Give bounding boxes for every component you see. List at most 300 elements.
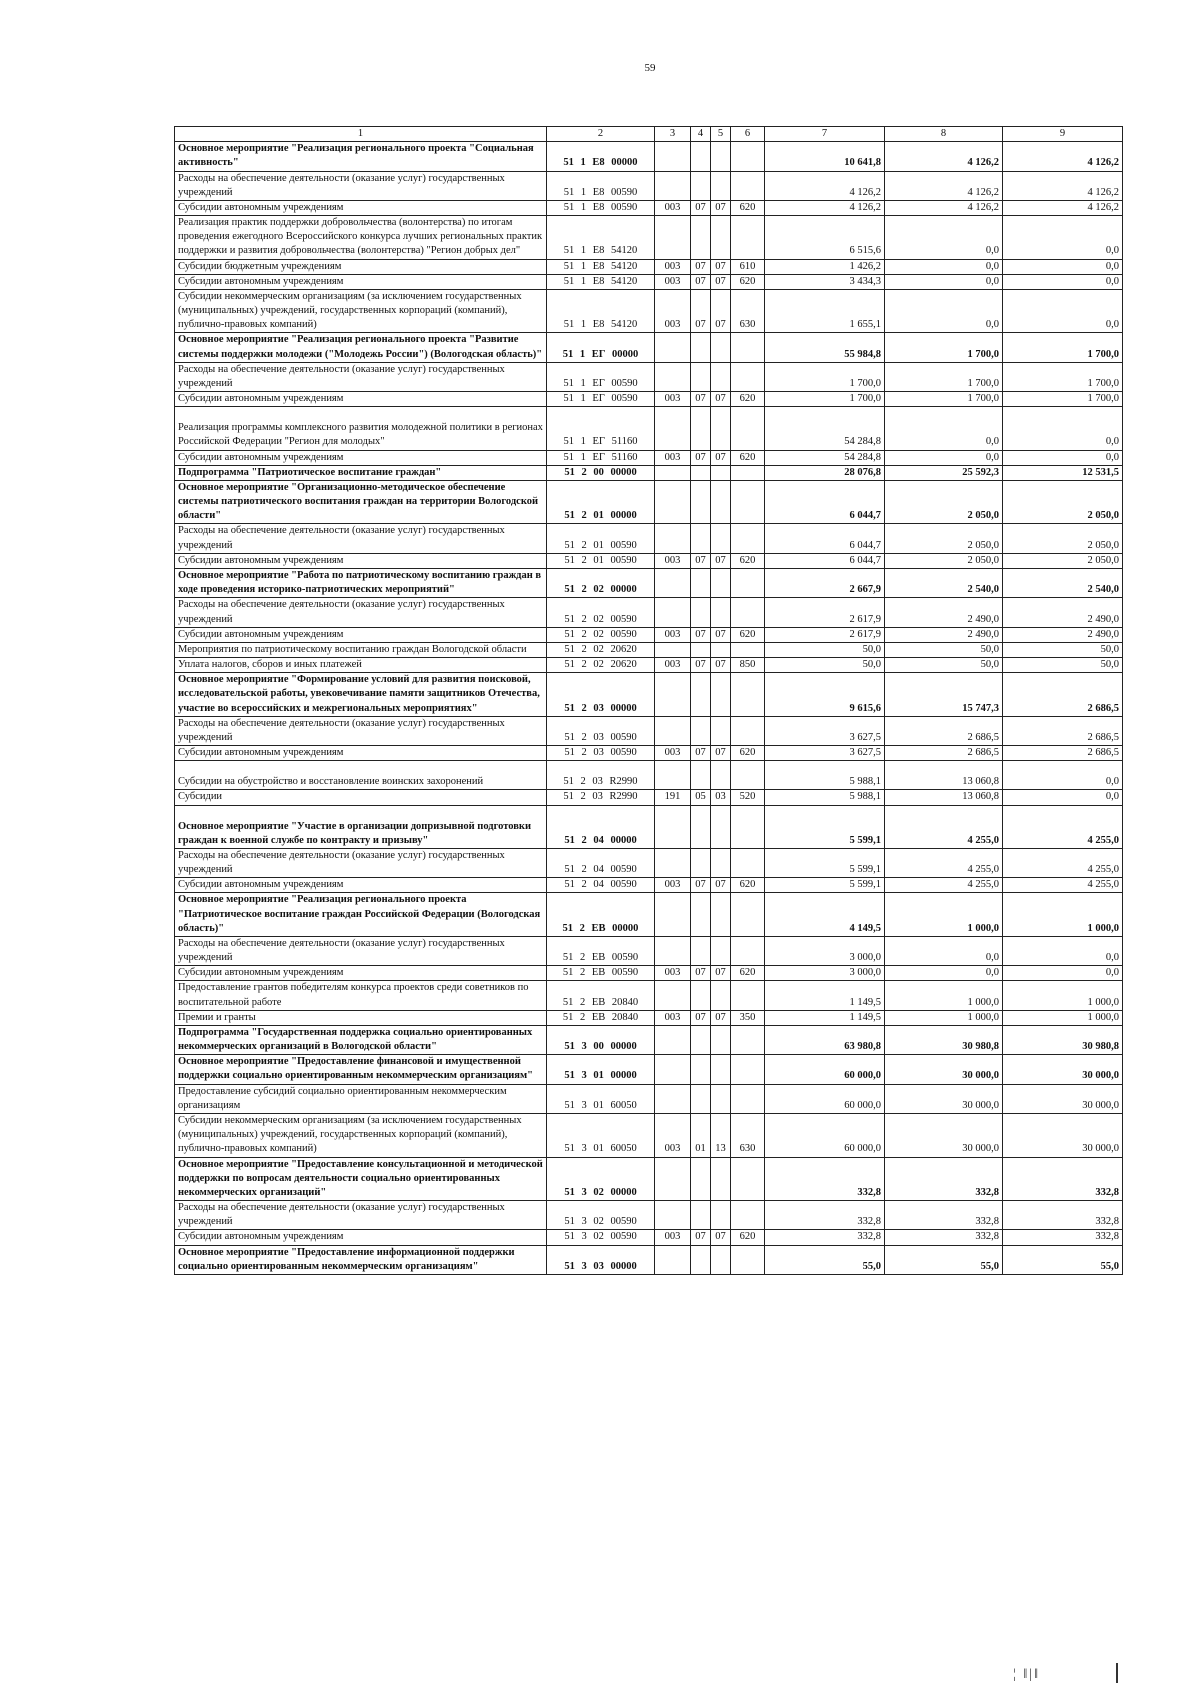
table-row xyxy=(175,553,1123,568)
subsection-code xyxy=(711,465,731,480)
ministry-code: 003 xyxy=(655,289,691,333)
expense-type-code xyxy=(731,936,765,965)
subsection-code: 07 xyxy=(711,553,731,568)
budget-code: 51 2 ЕВ 00590 xyxy=(547,936,655,965)
amount-col8: 55,0 xyxy=(885,1245,1003,1274)
row-name: Мероприятия по патриотическому воспитанию граждан Вологодской области xyxy=(175,642,547,657)
ministry-code: 003 xyxy=(655,1230,691,1245)
ministry-code xyxy=(655,1084,691,1113)
amount-col8: 4 255,0 xyxy=(885,848,1003,877)
table-row xyxy=(175,259,1123,274)
scan-artifact: ¦ ‖|‖ xyxy=(1013,1667,1040,1682)
budget-code: 51 2 03 00000 xyxy=(547,673,655,717)
amount-col8: 332,8 xyxy=(885,1157,1003,1201)
amount-col8: 30 000,0 xyxy=(885,1055,1003,1084)
ministry-code xyxy=(655,642,691,657)
amount-col7: 55 984,8 xyxy=(765,333,885,362)
expense-type-code xyxy=(731,171,765,200)
amount-col8: 2 490,0 xyxy=(885,627,1003,642)
section-code xyxy=(691,333,711,362)
subsection-code xyxy=(711,362,731,391)
budget-code: 51 3 02 00000 xyxy=(547,1157,655,1201)
ministry-code xyxy=(655,716,691,745)
amount-col7: 332,8 xyxy=(765,1230,885,1245)
section-code xyxy=(691,524,711,553)
column-header: 2 xyxy=(547,127,655,142)
amount-col8: 15 747,3 xyxy=(885,673,1003,717)
ministry-code xyxy=(655,936,691,965)
section-code xyxy=(691,761,711,790)
subsection-code xyxy=(711,142,731,171)
subsection-code: 07 xyxy=(711,627,731,642)
row-name: Субсидии некоммерческим организациям (за исключением государственных (муниципальных) учреждений, государственных корпораций (компаний), публично-правовых компаний) xyxy=(175,289,547,333)
amount-col8: 2 686,5 xyxy=(885,716,1003,745)
row-name: Расходы на обеспечение деятельности (оказание услуг) государственных учреждений xyxy=(175,1201,547,1230)
budget-code: 51 3 01 60050 xyxy=(547,1084,655,1113)
section-code xyxy=(691,598,711,627)
budget-code: 51 1 Е8 54120 xyxy=(547,274,655,289)
amount-col9: 0,0 xyxy=(1003,259,1123,274)
subsection-code xyxy=(711,936,731,965)
amount-col9: 0,0 xyxy=(1003,274,1123,289)
column-header: 1 xyxy=(175,127,547,142)
ministry-code xyxy=(655,805,691,848)
row-name: Предоставление субсидий социально ориентированным некоммерческим организациям xyxy=(175,1084,547,1113)
amount-col9: 0,0 xyxy=(1003,407,1123,450)
amount-col8: 50,0 xyxy=(885,642,1003,657)
budget-code: 51 2 04 00000 xyxy=(547,805,655,848)
section-code: 07 xyxy=(691,1010,711,1025)
subsection-code xyxy=(711,848,731,877)
amount-col8: 1 700,0 xyxy=(885,333,1003,362)
section-code: 07 xyxy=(691,746,711,761)
ministry-code: 003 xyxy=(655,1114,691,1158)
expense-type-code xyxy=(731,216,765,260)
ministry-code xyxy=(655,568,691,597)
budget-code: 51 1 Е8 00590 xyxy=(547,200,655,215)
expense-type-code xyxy=(731,893,765,937)
section-code: 05 xyxy=(691,790,711,805)
amount-col7: 1 149,5 xyxy=(765,981,885,1010)
amount-col9: 2 686,5 xyxy=(1003,716,1123,745)
row-name: Субсидии автономным учреждениям xyxy=(175,746,547,761)
subsection-code xyxy=(711,1201,731,1230)
budget-code: 51 2 02 00000 xyxy=(547,568,655,597)
row-name: Подпрограмма "Государственная поддержка социально ориентированных некоммерческих организаций в Вологодской области" xyxy=(175,1025,547,1054)
amount-col7: 1 149,5 xyxy=(765,1010,885,1025)
table-row xyxy=(175,1245,1123,1274)
budget-code: 51 1 Е8 00590 xyxy=(547,171,655,200)
expense-type-code: 620 xyxy=(731,553,765,568)
section-code: 07 xyxy=(691,289,711,333)
amount-col8: 4 126,2 xyxy=(885,171,1003,200)
row-name: Основное мероприятие "Реализация регионального проекта "Развитие системы поддержки молодежи ("Молодежь России") (Вологодская область)" xyxy=(175,333,547,362)
row-name: Расходы на обеспечение деятельности (оказание услуг) государственных учреждений xyxy=(175,936,547,965)
expense-type-code: 520 xyxy=(731,790,765,805)
amount-col7: 2 617,9 xyxy=(765,598,885,627)
amount-col9: 30 000,0 xyxy=(1003,1114,1123,1158)
amount-col9: 4 126,2 xyxy=(1003,171,1123,200)
ministry-code xyxy=(655,673,691,717)
section-code xyxy=(691,805,711,848)
row-name: Субсидии автономным учреждениям xyxy=(175,450,547,465)
row-name: Реализация практик поддержки добровольчества (волонтерства) по итогам проведения ежегодного Всероссийского конкурса лучших региональных практик поддержки и развития добровольчества (волонтерства) "Регион добрых дел" xyxy=(175,216,547,260)
amount-col7: 4 126,2 xyxy=(765,200,885,215)
budget-code: 51 3 03 00000 xyxy=(547,1245,655,1274)
expense-type-code xyxy=(731,142,765,171)
amount-col9: 4 255,0 xyxy=(1003,848,1123,877)
amount-col8: 25 592,3 xyxy=(885,465,1003,480)
amount-col7: 5 988,1 xyxy=(765,761,885,790)
expense-type-code: 620 xyxy=(731,450,765,465)
table-row xyxy=(175,642,1123,657)
row-name: Субсидии автономным учреждениям xyxy=(175,392,547,407)
amount-col9: 332,8 xyxy=(1003,1230,1123,1245)
section-code xyxy=(691,465,711,480)
amount-col9: 30 000,0 xyxy=(1003,1084,1123,1113)
column-header: 6 xyxy=(731,127,765,142)
amount-col9: 12 531,5 xyxy=(1003,465,1123,480)
section-code xyxy=(691,716,711,745)
row-name: Субсидии на обустройство и восстановление воинских захоронений xyxy=(175,761,547,790)
ministry-code xyxy=(655,480,691,524)
ministry-code xyxy=(655,893,691,937)
table-row xyxy=(175,480,1123,524)
subsection-code xyxy=(711,1084,731,1113)
table-row xyxy=(175,274,1123,289)
ministry-code xyxy=(655,761,691,790)
row-name: Основное мероприятие "Предоставление информационной поддержки социально ориентированным некоммерческим организациям" xyxy=(175,1245,547,1274)
expense-type-code xyxy=(731,1055,765,1084)
table-row xyxy=(175,465,1123,480)
expense-type-code: 850 xyxy=(731,658,765,673)
amount-col7: 3 434,3 xyxy=(765,274,885,289)
header-row xyxy=(175,127,1123,142)
budget-code: 51 2 03 00590 xyxy=(547,716,655,745)
subsection-code xyxy=(711,1025,731,1054)
expense-type-code: 620 xyxy=(731,627,765,642)
amount-col8: 4 126,2 xyxy=(885,200,1003,215)
section-code xyxy=(691,568,711,597)
amount-col7: 60 000,0 xyxy=(765,1084,885,1113)
row-name: Предоставление грантов победителям конкурса проектов среди советников по воспитательной работе xyxy=(175,981,547,1010)
amount-col8: 2 050,0 xyxy=(885,480,1003,524)
budget-code: 51 2 03 R2990 xyxy=(547,790,655,805)
budget-code: 51 1 ЕГ 51160 xyxy=(547,407,655,450)
table-row xyxy=(175,362,1123,391)
amount-col8: 4 255,0 xyxy=(885,805,1003,848)
row-name: Основное мероприятие "Предоставление консультационной и методической поддержки по вопросам деятельности социально ориентированных некоммерческих организаций" xyxy=(175,1157,547,1201)
subsection-code xyxy=(711,716,731,745)
table-row xyxy=(175,658,1123,673)
subsection-code xyxy=(711,893,731,937)
ministry-code: 003 xyxy=(655,450,691,465)
table-row xyxy=(175,392,1123,407)
ministry-code xyxy=(655,981,691,1010)
section-code xyxy=(691,673,711,717)
table-row xyxy=(175,746,1123,761)
row-name: Субсидии автономным учреждениям xyxy=(175,274,547,289)
table-row xyxy=(175,790,1123,805)
budget-table xyxy=(174,126,1123,1275)
row-name: Основное мероприятие "Реализация регионального проекта "Патриотическое воспитание граждан Российской Федерации (Вологодская область)" xyxy=(175,893,547,937)
ministry-code xyxy=(655,362,691,391)
row-name: Основное мероприятие "Формирование условий для развития поисковой, исследовательской работы, увековечивание памяти защитников Отечества, участие во всероссийских и межрегиональных мероприятиях" xyxy=(175,673,547,717)
row-name: Субсидии автономным учреждениям xyxy=(175,200,547,215)
budget-code: 51 2 02 00590 xyxy=(547,627,655,642)
section-code: 07 xyxy=(691,658,711,673)
section-code xyxy=(691,1201,711,1230)
subsection-code xyxy=(711,1055,731,1084)
table-row xyxy=(175,407,1123,450)
amount-col7: 332,8 xyxy=(765,1157,885,1201)
expense-type-code xyxy=(731,524,765,553)
column-header: 5 xyxy=(711,127,731,142)
section-code xyxy=(691,893,711,937)
row-name: Субсидии автономным учреждениям xyxy=(175,878,547,893)
amount-col7: 28 076,8 xyxy=(765,465,885,480)
amount-col7: 4 149,5 xyxy=(765,893,885,937)
budget-code: 51 2 02 00590 xyxy=(547,598,655,627)
expense-type-code: 620 xyxy=(731,878,765,893)
row-name: Основное мероприятие "Работа по патриотическому воспитанию граждан в ходе проведения историко-патриотических мероприятий" xyxy=(175,568,547,597)
amount-col9: 2 050,0 xyxy=(1003,524,1123,553)
amount-col8: 30 000,0 xyxy=(885,1114,1003,1158)
column-header: 7 xyxy=(765,127,885,142)
budget-code: 51 2 02 20620 xyxy=(547,658,655,673)
table-row xyxy=(175,805,1123,848)
table-row xyxy=(175,333,1123,362)
subsection-code xyxy=(711,407,731,450)
expense-type-code xyxy=(731,1157,765,1201)
amount-col8: 2 490,0 xyxy=(885,598,1003,627)
amount-col7: 9 615,6 xyxy=(765,673,885,717)
expense-type-code: 610 xyxy=(731,259,765,274)
ministry-code: 003 xyxy=(655,259,691,274)
subsection-code: 07 xyxy=(711,878,731,893)
expense-type-code xyxy=(731,1025,765,1054)
subsection-code xyxy=(711,598,731,627)
subsection-code: 07 xyxy=(711,259,731,274)
ministry-code: 003 xyxy=(655,1010,691,1025)
budget-code: 51 3 02 00590 xyxy=(547,1201,655,1230)
budget-code: 51 2 ЕВ 00000 xyxy=(547,893,655,937)
amount-col8: 0,0 xyxy=(885,216,1003,260)
amount-col9: 2 686,5 xyxy=(1003,746,1123,761)
amount-col7: 3 627,5 xyxy=(765,746,885,761)
amount-col9: 0,0 xyxy=(1003,289,1123,333)
table-row xyxy=(175,142,1123,171)
amount-col9: 4 126,2 xyxy=(1003,142,1123,171)
amount-col7: 10 641,8 xyxy=(765,142,885,171)
amount-col7: 6 044,7 xyxy=(765,553,885,568)
amount-col9: 0,0 xyxy=(1003,936,1123,965)
amount-col9: 30 980,8 xyxy=(1003,1025,1123,1054)
budget-code: 51 1 ЕГ 51160 xyxy=(547,450,655,465)
section-code xyxy=(691,362,711,391)
amount-col9: 4 255,0 xyxy=(1003,805,1123,848)
ministry-code xyxy=(655,1025,691,1054)
budget-code: 51 1 ЕГ 00000 xyxy=(547,333,655,362)
section-code xyxy=(691,1055,711,1084)
section-code: 07 xyxy=(691,392,711,407)
amount-col8: 0,0 xyxy=(885,450,1003,465)
expense-type-code: 620 xyxy=(731,274,765,289)
table-row xyxy=(175,936,1123,965)
amount-col7: 4 126,2 xyxy=(765,171,885,200)
amount-col9: 1 000,0 xyxy=(1003,981,1123,1010)
ministry-code xyxy=(655,1245,691,1274)
ministry-code: 191 xyxy=(655,790,691,805)
row-name: Субсидии автономным учреждениям xyxy=(175,966,547,981)
amount-col8: 50,0 xyxy=(885,658,1003,673)
ministry-code xyxy=(655,1201,691,1230)
ministry-code: 003 xyxy=(655,658,691,673)
section-code: 07 xyxy=(691,200,711,215)
expense-type-code xyxy=(731,480,765,524)
amount-col8: 1 000,0 xyxy=(885,981,1003,1010)
amount-col7: 55,0 xyxy=(765,1245,885,1274)
expense-type-code xyxy=(731,805,765,848)
expense-type-code xyxy=(731,407,765,450)
amount-col8: 13 060,8 xyxy=(885,761,1003,790)
budget-code: 51 2 01 00590 xyxy=(547,553,655,568)
amount-col8: 1 000,0 xyxy=(885,893,1003,937)
amount-col7: 1 655,1 xyxy=(765,289,885,333)
amount-col8: 2 540,0 xyxy=(885,568,1003,597)
amount-col7: 6 515,6 xyxy=(765,216,885,260)
budget-code: 51 1 Е8 54120 xyxy=(547,259,655,274)
subsection-code xyxy=(711,524,731,553)
row-name: Субсидии некоммерческим организациям (за исключением государственных (муниципальных) учреждений, государственных корпораций (компаний), публично-правовых компаний) xyxy=(175,1114,547,1158)
amount-col7: 6 044,7 xyxy=(765,480,885,524)
ministry-code xyxy=(655,465,691,480)
subsection-code xyxy=(711,642,731,657)
column-header: 9 xyxy=(1003,127,1123,142)
table-row xyxy=(175,893,1123,937)
table-row xyxy=(175,1201,1123,1230)
budget-code: 51 2 03 R2990 xyxy=(547,761,655,790)
row-name: Расходы на обеспечение деятельности (оказание услуг) государственных учреждений xyxy=(175,598,547,627)
expense-type-code xyxy=(731,848,765,877)
table-row xyxy=(175,673,1123,717)
amount-col9: 2 686,5 xyxy=(1003,673,1123,717)
amount-col9: 4 126,2 xyxy=(1003,200,1123,215)
amount-col9: 0,0 xyxy=(1003,966,1123,981)
amount-col7: 50,0 xyxy=(765,642,885,657)
amount-col7: 5 988,1 xyxy=(765,790,885,805)
expense-type-code xyxy=(731,598,765,627)
row-name: Субсидии xyxy=(175,790,547,805)
section-code: 07 xyxy=(691,553,711,568)
subsection-code xyxy=(711,216,731,260)
row-name: Субсидии бюджетным учреждениям xyxy=(175,259,547,274)
amount-col7: 332,8 xyxy=(765,1201,885,1230)
subsection-code xyxy=(711,761,731,790)
ministry-code: 003 xyxy=(655,746,691,761)
amount-col8: 2 686,5 xyxy=(885,746,1003,761)
amount-col7: 63 980,8 xyxy=(765,1025,885,1054)
section-code xyxy=(691,1084,711,1113)
subsection-code xyxy=(711,1157,731,1201)
budget-code: 51 2 ЕВ 20840 xyxy=(547,1010,655,1025)
amount-col8: 0,0 xyxy=(885,289,1003,333)
amount-col7: 1 426,2 xyxy=(765,259,885,274)
amount-col9: 30 000,0 xyxy=(1003,1055,1123,1084)
section-code: 07 xyxy=(691,878,711,893)
amount-col8: 0,0 xyxy=(885,966,1003,981)
amount-col8: 1 000,0 xyxy=(885,1010,1003,1025)
ministry-code xyxy=(655,598,691,627)
expense-type-code xyxy=(731,716,765,745)
subsection-code: 07 xyxy=(711,1230,731,1245)
subsection-code xyxy=(711,171,731,200)
amount-col7: 5 599,1 xyxy=(765,805,885,848)
section-code xyxy=(691,936,711,965)
amount-col7: 1 700,0 xyxy=(765,362,885,391)
amount-col7: 3 000,0 xyxy=(765,936,885,965)
row-name: Субсидии автономным учреждениям xyxy=(175,627,547,642)
amount-col8: 30 000,0 xyxy=(885,1084,1003,1113)
table-row xyxy=(175,450,1123,465)
ministry-code xyxy=(655,171,691,200)
subsection-code: 07 xyxy=(711,966,731,981)
table-row xyxy=(175,761,1123,790)
budget-code: 51 1 Е8 54120 xyxy=(547,216,655,260)
amount-col7: 6 044,7 xyxy=(765,524,885,553)
expense-type-code xyxy=(731,1245,765,1274)
amount-col9: 1 700,0 xyxy=(1003,333,1123,362)
section-code xyxy=(691,142,711,171)
section-code xyxy=(691,171,711,200)
table-row xyxy=(175,1010,1123,1025)
budget-code: 51 1 ЕГ 00590 xyxy=(547,362,655,391)
row-name: Основное мероприятие "Предоставление финансовой и имущественной поддержки социально ориентированным некоммерческим организациям" xyxy=(175,1055,547,1084)
subsection-code: 07 xyxy=(711,658,731,673)
amount-col7: 1 700,0 xyxy=(765,392,885,407)
table-row xyxy=(175,289,1123,333)
budget-code: 51 2 ЕВ 00590 xyxy=(547,966,655,981)
ministry-code xyxy=(655,1157,691,1201)
ministry-code xyxy=(655,848,691,877)
table-row xyxy=(175,216,1123,260)
budget-code: 51 1 Е8 00000 xyxy=(547,142,655,171)
ministry-code xyxy=(655,524,691,553)
amount-col9: 2 050,0 xyxy=(1003,553,1123,568)
expense-type-code xyxy=(731,362,765,391)
amount-col9: 0,0 xyxy=(1003,216,1123,260)
amount-col7: 60 000,0 xyxy=(765,1114,885,1158)
ministry-code xyxy=(655,333,691,362)
subsection-code: 07 xyxy=(711,746,731,761)
table-row xyxy=(175,1055,1123,1084)
amount-col8: 30 980,8 xyxy=(885,1025,1003,1054)
amount-col7: 3 000,0 xyxy=(765,966,885,981)
amount-col9: 2 050,0 xyxy=(1003,480,1123,524)
amount-col8: 2 050,0 xyxy=(885,553,1003,568)
subsection-code: 07 xyxy=(711,274,731,289)
expense-type-code xyxy=(731,642,765,657)
expense-type-code xyxy=(731,761,765,790)
subsection-code xyxy=(711,805,731,848)
expense-type-code: 620 xyxy=(731,966,765,981)
table-row xyxy=(175,1230,1123,1245)
amount-col9: 2 490,0 xyxy=(1003,598,1123,627)
ministry-code: 003 xyxy=(655,274,691,289)
amount-col8: 0,0 xyxy=(885,936,1003,965)
ministry-code xyxy=(655,216,691,260)
ministry-code: 003 xyxy=(655,966,691,981)
